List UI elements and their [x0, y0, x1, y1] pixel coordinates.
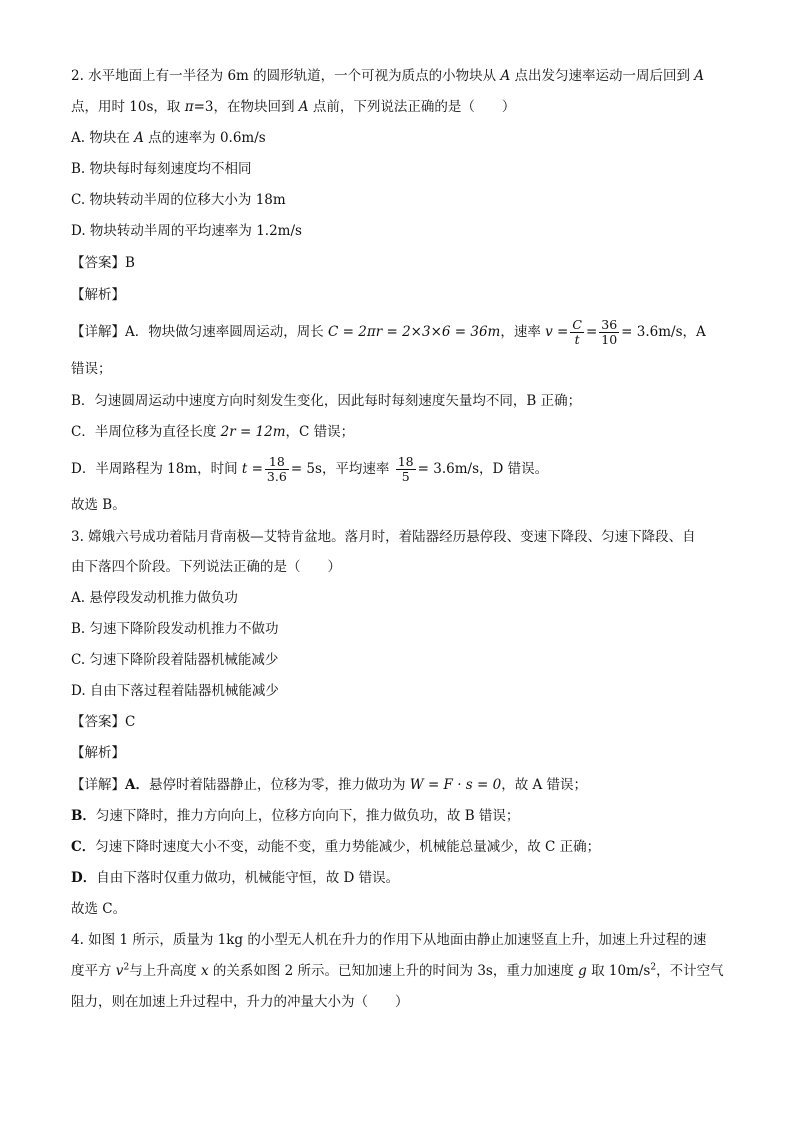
- q2-conclusion: 故选 B。: [71, 497, 126, 513]
- q3-option-d: D. 自由下落过程着陆器机械能减少: [71, 683, 279, 699]
- q3-detail-d: D．自由下落时仅重力做功，机械能守恒，故 D 错误。: [71, 870, 400, 886]
- formula-circumference: C = 2πr = 2×3×6 = 36m: [328, 324, 501, 340]
- q2-detail-a-line2: 错误；: [71, 361, 112, 377]
- q3-stem-line1: 3. 嫦娥六号成功着陆月背南极—艾特肯盆地。落月时，着陆器经历悬停段、变速下降段、匀速下降段、自: [71, 529, 696, 545]
- q2-detail-a-line1: 【详解】A．物块做匀速率圆周运动，周长 C = 2πr = 2×3×6 = 36m，速率 v = $\frac{C}{t}$ = $\frac{36}{10}$ = 3.6m/s，A: [71, 317, 706, 347]
- q2-detail-b: B．匀速圆周运动中速度方向时刻发生变化，因此每时每刻速度矢量均不同，B 正确；: [71, 393, 582, 409]
- q2-option-c: C. 物块转动半周的位移大小为 18m: [71, 192, 286, 208]
- fraction-18-over-5: $\frac{18}{5}$: [397, 454, 414, 484]
- q3-detail-b: B．匀速下降时，推力方向向上，位移方向向下，推力做负功，故 B 错误；: [71, 808, 520, 824]
- q3-answer: 【答案】C: [71, 714, 136, 730]
- q2-stem-line2: 点，用时 10s，取 π=3，在物块回到 A 点前，下列说法正确的是（ ）: [71, 99, 516, 115]
- q3-option-a: A. 悬停段发动机推力做负功: [71, 590, 238, 606]
- q2-option-a: A. 物块在 A 点的速率为 0.6m/s: [71, 130, 266, 146]
- fraction-18-over-3.6: $\frac{18}{3.6}$: [266, 454, 287, 484]
- q3-option-c: C. 匀速下降阶段着陆器机械能减少: [71, 652, 279, 668]
- q3-detail-c: C．匀速下降时速度大小不变，动能不变，重力势能减少，机械能总量减少，故 C 正确；: [71, 839, 601, 855]
- formula-work: W = F · s = 0: [409, 777, 502, 793]
- q3-detail-a: 【详解】A．悬停时着陆器静止，位移为零，推力做功为 W = F · s = 0，故 A 错误；: [71, 777, 588, 793]
- fraction-36-over-10: $\frac{36}{10}$: [601, 317, 618, 347]
- q4-stem-line1: 4. 如图 1 所示，质量为 1kg 的小型无人机在升力的作用下从地面由静止加速竖直上升，加速上升过程的速: [71, 932, 707, 948]
- q2-detail-d: D．半周路程为 18m，时间 t = $\frac{18}{3.6}$ = 5s，平均速率 $\frac{18}{5}$ = 3.6m/s，D 错误。: [71, 454, 549, 484]
- q2-detail-c: C．半周位移为直径长度 2r = 12m，C 错误；: [71, 424, 355, 440]
- q3-option-b: B. 匀速下降阶段发动机推力不做功: [71, 621, 279, 637]
- q2-option-b: B. 物块每时每刻速度均不相同: [71, 161, 252, 177]
- q3-conclusion: 故选 C。: [71, 901, 127, 917]
- q3-stem-line2: 由下落四个阶段。下列说法正确的是（ ）: [71, 559, 341, 575]
- fraction-c-over-t: $\frac{C}{t}$: [572, 317, 582, 347]
- q4-stem-line3: 阻力，则在加速上升过程中，升力的冲量大小为（ ）: [71, 994, 409, 1010]
- q2-option-d: D. 物块转动半周的平均速率为 1.2m/s: [71, 223, 302, 239]
- q2-stem-line1: 2. 水平地面上有一半径为 6m 的圆形轨道，一个可视为质点的小物块从 A 点出发匀速率运动一周后回到 A: [71, 68, 705, 84]
- q2-analysis-label: 【解析】: [71, 287, 125, 303]
- q2-answer: 【答案】B: [71, 255, 135, 271]
- q4-stem-line2: 度平方 $v^2$与上升高度 x 的关系如图 2 所示。已知加速上升的时间为 3s，重力加速度 g 取 $10m/s^2$，不计空气: [71, 962, 724, 979]
- q3-analysis-label: 【解析】: [71, 745, 125, 761]
